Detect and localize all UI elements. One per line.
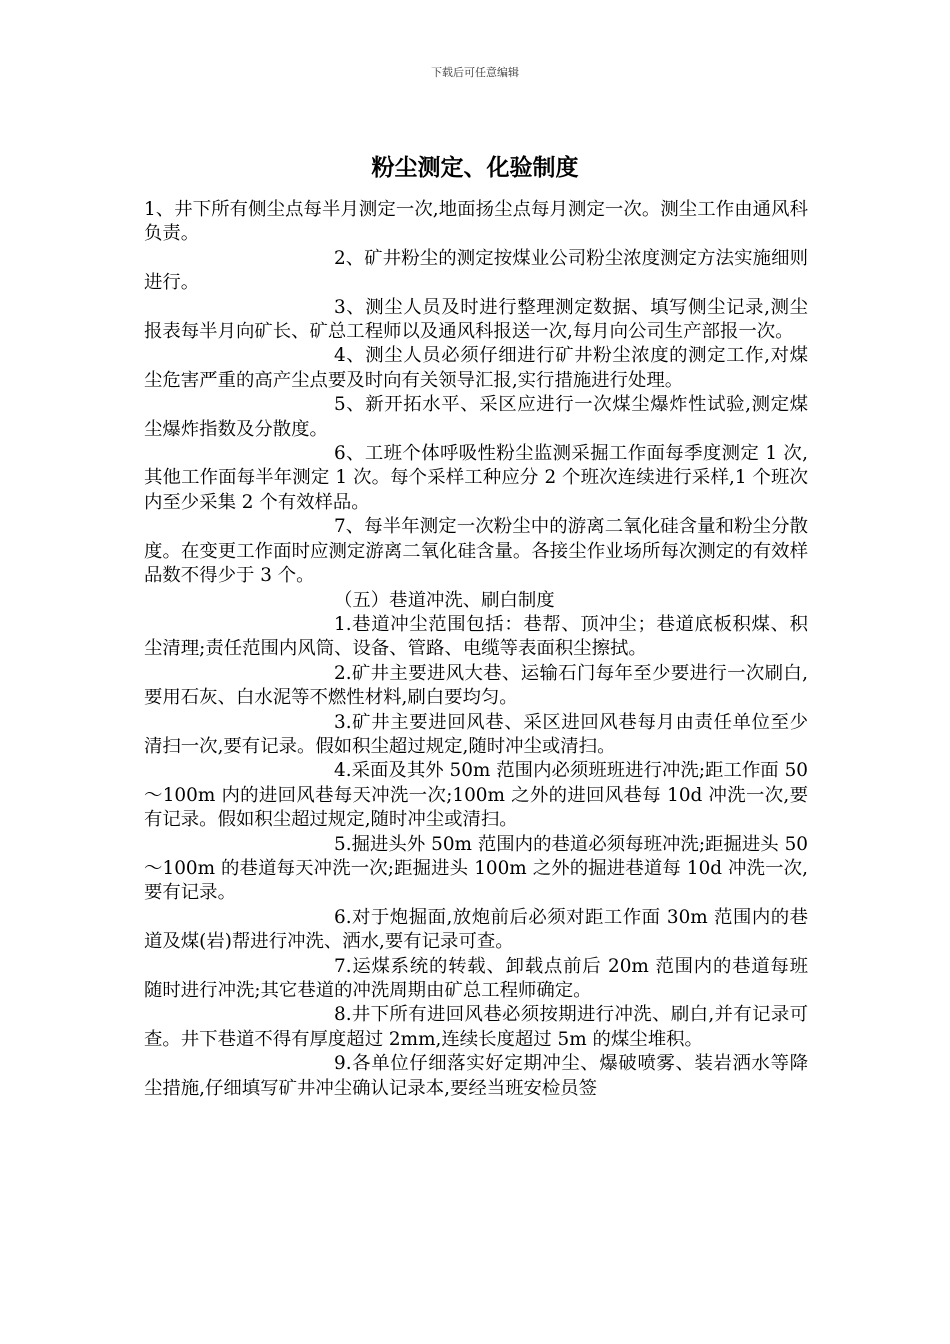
rule-item-4: 4.采面及其外 50m 范围内必须班班进行冲洗;距工作面 50～100m 内的进回风巷每天冲洗一次;100m 之外的进回风巷每 10d 冲洗一次,要有记录。假如积尘超过规定,随时冲尘或清扫。 [144, 760, 808, 831]
rule-item-8: 8.井下所有进回风巷必须按期进行冲洗、刷白,并有记录可查。井下巷道不得有厚度超过 2mm,连续长度超过 5m 的煤尘堆积。 [144, 1004, 808, 1050]
paragraph-3: 3、测尘人员及时进行整理测定数据、填写侧尘记录,测尘报表每半月向矿长、矿总工程师以及通风科报送一次,每月向公司生产部报一次。 [144, 296, 808, 343]
document-title: 粉尘测定、化验制度 [371, 154, 579, 181]
paragraph-4: 4、测尘人员必须仔细进行矿井粉尘浓度的测定工作,对煤尘危害严重的高产尘点要及时向有关领导汇报,实行措施进行处理。 [144, 345, 808, 391]
rule-item-5: 5.掘进头外 50m 范围内的巷道必须每班冲洗;距掘进头 50～100m 的巷道每天冲洗一次;距掘进头 100m 之外的掘进巷道每 10d 冲洗一次,要有记录。 [144, 833, 808, 904]
section-heading: （五）巷道冲洗、刷白制度 [334, 589, 555, 611]
rule-item-2: 2.矿井主要进风大巷、运输石门每年至少要进行一次刷白,要用石灰、白水泥等不燃性材料,刷白要均匀。 [144, 662, 808, 709]
header-note: 下载后可任意编辑 [431, 66, 519, 79]
paragraph-1: 1、井下所有侧尘点每半月测定一次,地面扬尘点每月测定一次。测尘工作由通风科负责。 [144, 199, 808, 245]
paragraph-6: 6、工班个体呼吸性粉尘监测采掘工作面每季度测定 1 次,其他工作面每半年测定 1 次。每个采样工种应分 2 个班次连续进行采样,1 个班次内至少采集 2 个有效样品。 [144, 443, 808, 513]
rule-item-1: 1.巷道冲尘范围包括：巷帮、顶冲尘；巷道底板积煤、积尘清理;责任范围内风筒、设备、管路、电缆等表面积尘擦拭。 [144, 613, 808, 660]
rule-item-7: 7.运煤系统的转载、卸载点前后 20m 范围内的巷道每班随时进行冲洗;其它巷道的冲洗周期由矿总工程师确定。 [144, 955, 808, 1001]
paragraph-7: 7、每半年测定一次粉尘中的游离二氧化硅含量和粉尘分散度。在变更工作面时应测定游离二氧化硅含量。各接尘作业场所每次测定的有效样品数不得少于 3 个。 [144, 516, 808, 587]
rule-item-9: 9.各单位仔细落实好定期冲尘、爆破喷雾、装岩洒水等降尘措施,仔细填写矿井冲尘确认记录本,要经当班安检员签 [144, 1053, 808, 1099]
rule-item-3: 3.矿井主要进回风巷、采区进回风巷每月由责任单位至少清扫一次,要有记录。假如积尘超过规定,随时冲尘或清扫。 [144, 711, 808, 757]
document-body [144, 198, 808, 1101]
paragraph-2: 2、矿井粉尘的测定按煤业公司粉尘浓度测定方法实施细则进行。 [144, 247, 808, 294]
paragraph-5: 5、新开拓水平、采区应进行一次煤尘爆炸性试验,测定煤尘爆炸指数及分散度。 [144, 394, 808, 440]
rule-item-6: 6.对于炮掘面,放炮前后必须对距工作面 30m 范围内的巷道及煤(岩)帮进行冲洗、洒水,要有记录可查。 [144, 906, 808, 953]
